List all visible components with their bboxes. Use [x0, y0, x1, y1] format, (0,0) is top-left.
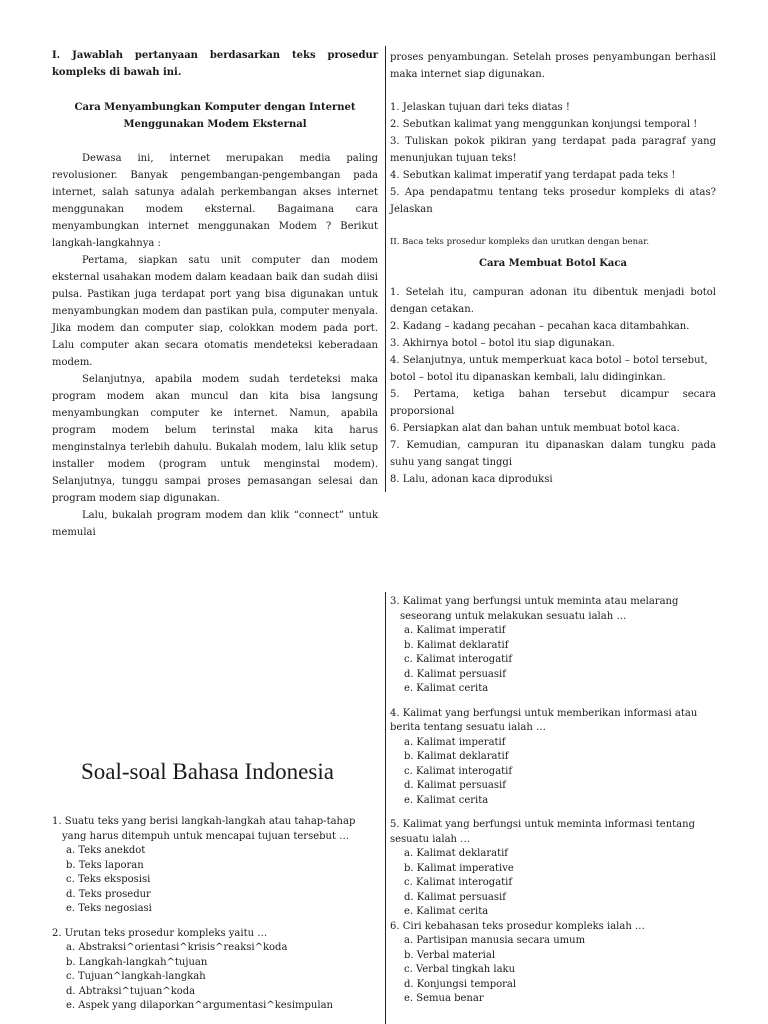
option: e. Kalimat cerita [404, 794, 489, 806]
option: e. Teks negosiasi [66, 903, 152, 914]
option: d. Abtraksi^tujuan^koda [66, 985, 196, 997]
page1-left-column [52, 47, 378, 541]
page1-right-column [390, 49, 716, 488]
paragraph-4: Lalu, bukalah program modem dan klik “connect” untuk memulai [52, 510, 378, 538]
option: d. Kalimat persuasif [404, 891, 506, 903]
page2-left-questions [52, 815, 374, 1014]
option: c. Kalimat interogatif [404, 765, 513, 777]
continuation-text: proses penyambungan. Setelah proses penyambungan berhasil maka internet siap digunakan. [390, 52, 716, 80]
paragraph-3: Selanjutnya, apabila modem sudah terdeteksi maka program modem akan muncul dan kita bisa langsung menyambungkan computer ke internet. Namun, apabila program modem belum terinstal maka kita harus menginstalnya terlebih dahulu. Bukalah modem, lalu klik setup installer modem (program untuk menginstal modem). Selanjutnya, tunggu sampai proses pemasangan selesai dan program modem siap digunakan. [52, 374, 378, 504]
option: b. Kalimat deklaratif [404, 751, 509, 762]
page2-title: Soal-soal Bahasa Indonesia [81, 759, 334, 784]
option: a. Kalimat imperatif [404, 625, 506, 636]
step-4: 4. Selanjutnya, untuk memperkuat kaca botol – botol tersebut, botol – botol itu dipanaskan kembali, lalu didinginkan. [390, 355, 708, 383]
section2-title: Cara Membuat Botol Kaca [479, 258, 627, 269]
step-1: 1. Setelah itu, campuran adonan itu dibentuk menjadi botol dengan cetakan. [390, 287, 716, 315]
question-5: 5. Apa pendapatmu tentang teks prosedur kompleks di atas? Jelaskan [390, 187, 716, 215]
column-divider-top [385, 46, 386, 492]
option: e. Kalimat cerita [404, 683, 489, 694]
paragraph-1: Dewasa ini, internet merupakan media paling revolusioner. Banyak pengembangan-pengembangan pada internet, salah satunya adalah perkembangan akses internet menggunakan modem eksternal. Bagaimana cara menyambungkan internet menggunakan Modem ? Berikut langkah-langkahnya : [52, 153, 378, 249]
option: a. Kalimat deklaratif [404, 848, 508, 859]
option: e. Kalimat cerita [404, 906, 489, 917]
step-7: 7. Kemudian, campuran itu dipanaskan dalam tungku pada suhu yang sangat tinggi [390, 440, 716, 468]
question-4: 4. Sebutkan kalimat imperatif yang terdapat pada teks ! [390, 170, 676, 181]
step-6: 6. Persiapkan alat dan bahan untuk membuat botol kaca. [390, 423, 680, 434]
text-title-line2: Menggunakan Modem Eksternal [123, 119, 307, 130]
option: c. Kalimat interogatif [404, 877, 513, 888]
option: a. Abstraksi^orientasi^krisis^reaksi^koda [66, 942, 288, 953]
option: c. Teks eksposisi [66, 874, 151, 885]
question-text: 4. Kalimat yang berfungsi untuk memberikan informasi atau berita tentang sesuatu ialah … [390, 707, 698, 733]
question-1: 1. Jelaskan tujuan dari teks diatas ! [390, 102, 570, 113]
question-text: 3. Kalimat yang berfungsi untuk meminta atau melarang seseorang untuk melakukan sesuatu ialah … [390, 596, 679, 622]
question-item-2 [52, 927, 374, 1014]
step-3: 3. Akhirnya botol – botol itu siap digunakan. [390, 338, 615, 349]
question-item-5 [390, 818, 720, 920]
step-8: 8. Lalu, adonan kaca diproduksi [390, 474, 553, 485]
question-text: 2. Urutan teks prosedur kompleks yaitu … [52, 927, 268, 939]
question-2: 2. Sebutkan kalimat yang menggunkan konjungsi temporal ! [390, 119, 698, 130]
option: a. Partisipan manusia secara umum [404, 935, 586, 946]
text-title-line1: Cara Menyambungkan Komputer dengan Internet [74, 102, 356, 113]
option: d. Teks prosedur [66, 888, 151, 900]
question-item-1 [52, 815, 374, 917]
option: b. Teks laporan [66, 859, 144, 871]
page2-right-questions [390, 595, 720, 1007]
section2-instruction: II. Baca teks prosedur kompleks dan urutkan dengan benar. [390, 237, 650, 247]
option: c. Tujuan^langkah-langkah [66, 971, 206, 982]
option: d. Kalimat persuasif [404, 668, 506, 680]
step-5: 5. Pertama, ketiga bahan tersebut dicampur secara proporsional [390, 389, 716, 417]
question-3: 3. Tuliskan pokok pikiran yang terdapat pada paragraf yang menunjukan tujuan teks! [390, 136, 716, 164]
option: a. Teks anekdot [66, 845, 146, 856]
question-text: 1. Suatu teks yang berisi langkah-langkah atau tahap-tahap yang harus ditempuh untuk mencapai tujuan tersebut … [52, 816, 356, 842]
option: d. Konjungsi temporal [404, 978, 517, 990]
option: a. Kalimat imperatif [404, 736, 506, 748]
option: b. Kalimat deklaratif [404, 639, 509, 651]
option: e. Semua benar [404, 993, 484, 1004]
column-divider-bottom [385, 592, 386, 1024]
question-item-4 [390, 707, 720, 809]
instruction: I. Jawablah pertanyaan berdasarkan teks prosedur kompleks di bawah ini. [52, 50, 378, 78]
paragraph-2: Pertama, siapkan satu unit computer dan modem eksternal usahakan modem dalam keadaan baik dan sudah diisi pulsa. Pastikan juga terdapat port yang bisa digunakan untuk menyambungkan modem dan pastikan pula, computer menyala. Jika modem dan computer siap, colokkan modem pada port. Lalu computer akan secara otomatis mendeteksi keberadaan modem. [52, 255, 378, 368]
question-text: 6. Ciri kebahasan teks prosedur kompleks ialah … [390, 920, 645, 932]
option: b. Kalimat imperative [404, 862, 514, 874]
question-item-3 [390, 595, 720, 697]
option: b. Langkah-langkah^tujuan [66, 956, 208, 968]
option: c. Verbal tingkah laku [404, 964, 516, 975]
question-item-6 [390, 920, 720, 1007]
option: b. Verbal material [404, 949, 496, 961]
option: d. Kalimat persuasif [404, 780, 506, 791]
option: c. Kalimat interogatif [404, 654, 513, 665]
question-text: 5. Kalimat yang berfungsi untuk meminta informasi tentang sesuatu ialah … [390, 819, 695, 845]
option: e. Aspek yang dilaporkan^argumentasi^kesimpulan [66, 1000, 333, 1011]
step-2: 2. Kadang – kadang pecahan – pecahan kaca ditambahkan. [390, 321, 690, 332]
